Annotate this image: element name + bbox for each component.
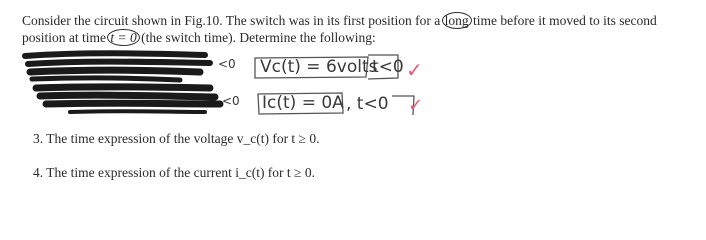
prompt-part2: time before it moved to its second position at time [22, 13, 657, 45]
question-3 [33, 131, 319, 147]
handwritten-condition-2: , t<0 [346, 94, 389, 114]
time-expression: t = 0 [107, 29, 139, 46]
question-text: The time expression of the current i_c(t) for t ≥ 0. [46, 165, 315, 180]
prompt-part1: Consider the circuit shown in Fig.10. The switch was in its first position for a [22, 13, 441, 28]
question-number: 3. [33, 131, 44, 146]
checkmark-icon: ✓ [408, 95, 424, 116]
handwritten-fragment: <0 [218, 57, 236, 71]
checkmark-icon: ✓ [406, 58, 423, 82]
handwritten-condition-1: t<0 [372, 57, 404, 77]
handwritten-answer-1: Vc(t) = 6volts [260, 57, 378, 77]
handwritten-answer-2: Ic(t) = 0A [262, 93, 344, 113]
prompt-part3: (the switch time). Determine the following: [141, 30, 376, 45]
circled-word: long [442, 12, 472, 29]
question-number: 4. [33, 165, 44, 180]
question-text: The time expression of the voltage v_c(t) for t ≥ 0. [46, 131, 320, 146]
question-4 [33, 165, 315, 181]
handwritten-fragment: <0 [222, 94, 240, 108]
